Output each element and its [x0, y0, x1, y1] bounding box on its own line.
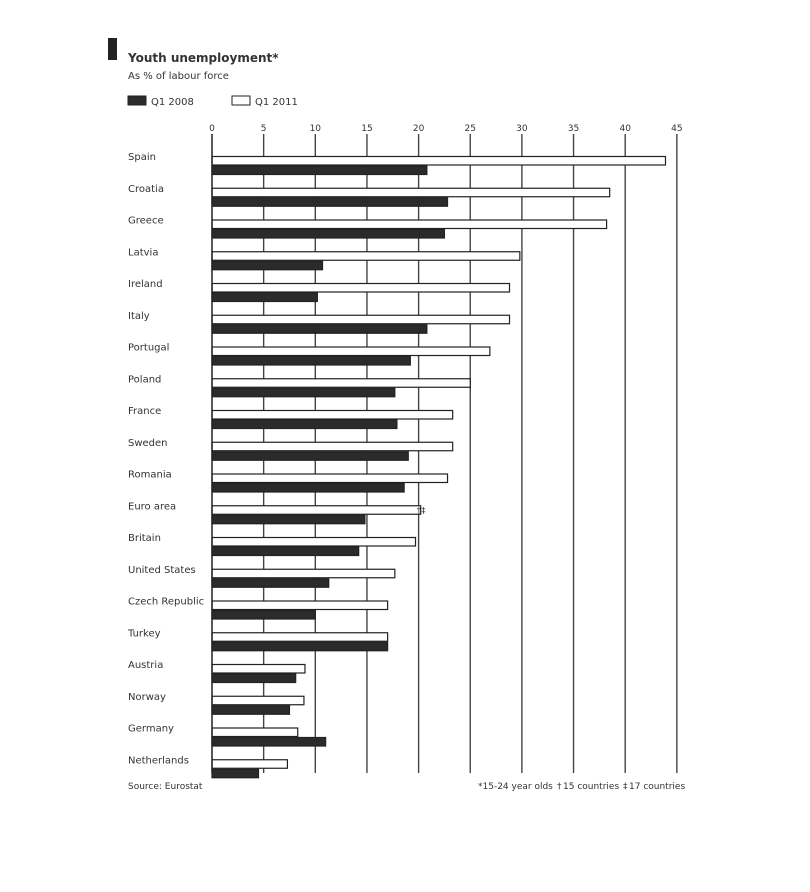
footnote-15-countries: 15 countries: [563, 782, 620, 792]
category-label: United States: [128, 564, 196, 576]
bar-q1-2011: [212, 474, 448, 483]
x-tick-label: 25: [464, 124, 476, 134]
bar-q1-2008: [212, 547, 359, 556]
bar-q1-2011: [212, 760, 287, 769]
bar-q1-2011: [212, 411, 453, 420]
x-tick-label: 30: [516, 124, 528, 134]
bar-q1-2011: [212, 188, 610, 197]
category-label: Turkey: [128, 628, 161, 640]
x-tick-label: 40: [619, 124, 631, 134]
category-label: Spain: [128, 152, 156, 163]
category-label: Czech Republic: [128, 596, 205, 608]
source-note: Source: Eurostat: [128, 782, 203, 792]
bar-q1-2011: [212, 284, 510, 293]
category-label: France: [128, 406, 162, 417]
footnotes: [128, 782, 685, 792]
bar-q1-2008: [212, 674, 296, 683]
bar-q1-2008: [212, 325, 427, 334]
bar-q1-2011: [212, 347, 490, 356]
bar-q1-2008: [212, 642, 388, 651]
category-label: Romania: [128, 469, 172, 481]
bar-q1-2011: [212, 633, 388, 642]
bar-q1-2011: [212, 220, 607, 229]
bar-q1-2008: [212, 420, 397, 429]
bar-q1-2008: [212, 198, 448, 207]
bar-q1-2008: [212, 769, 258, 778]
bar-q1-2008: [212, 261, 323, 270]
category-label: Netherlands: [128, 755, 189, 767]
title-accent-bar: [108, 38, 117, 60]
footnote-mark-15: †: [557, 782, 562, 792]
category-label: Ireland: [128, 279, 163, 290]
bar-q1-2008: [212, 166, 427, 175]
category-label: Norway: [128, 691, 166, 703]
legend-swatch-q1-2011: [232, 96, 250, 105]
footnote-17-countries: 17 countries: [629, 782, 686, 792]
x-tick-label: 5: [260, 124, 267, 134]
legend: [128, 96, 298, 108]
bar-q1-2008: [212, 579, 329, 588]
bar-q1-2011: [212, 728, 298, 737]
bar-q1-2011: [212, 315, 510, 324]
bar-q1-2011: [212, 506, 421, 515]
bar-q1-2011: [212, 157, 665, 166]
x-tick-labels: [209, 124, 682, 134]
x-tick-label: 35: [567, 124, 580, 134]
x-tick-label: 45: [671, 124, 683, 134]
category-label: Croatia: [128, 183, 164, 195]
category-label: Italy: [128, 310, 150, 322]
category-label: Poland: [128, 374, 162, 386]
category-label: Sweden: [128, 437, 168, 449]
footnote-mark-17: ‡: [623, 782, 628, 792]
x-tick-label: 0: [209, 124, 215, 134]
bar-q1-2011: [212, 665, 305, 674]
category-marks: [417, 506, 427, 516]
footnote-age: *15-24 year olds: [478, 782, 553, 792]
x-tick-label: 20: [412, 124, 425, 134]
bar-q1-2011: [212, 252, 520, 261]
bars: [212, 157, 665, 778]
bar-q1-2008: [212, 611, 315, 620]
x-tick-label: 10: [309, 124, 322, 134]
bar-q1-2011: [212, 601, 388, 610]
bar-q1-2008: [212, 738, 326, 747]
x-tick-label: 15: [361, 124, 373, 134]
bar-q1-2008: [212, 452, 408, 461]
legend-label-q1-2008: Q1 2008: [151, 97, 194, 108]
category-label: Britain: [128, 533, 161, 544]
category-label: Germany: [128, 723, 174, 735]
category-label: Greece: [128, 215, 164, 227]
chart-title: Youth unemployment*: [128, 51, 279, 65]
category-label: Austria: [128, 660, 164, 671]
bar-q1-2008: [212, 515, 365, 524]
bar-q1-2008: [212, 388, 395, 397]
chart-subtitle: As % of labour force: [128, 71, 229, 82]
legend-label-q1-2011: Q1 2011: [255, 97, 298, 108]
bar-q1-2008: [212, 293, 317, 302]
category-label: Latvia: [128, 247, 159, 259]
category-mark: †‡: [416, 506, 426, 517]
category-label: Portugal: [128, 342, 170, 354]
bar-q1-2011: [212, 569, 395, 578]
category-label: Euro area: [128, 501, 177, 513]
bar-q1-2011: [212, 696, 304, 705]
category-labels: [127, 152, 204, 766]
bar-q1-2008: [212, 706, 289, 715]
bar-q1-2008: [212, 484, 404, 493]
bar-q1-2008: [212, 357, 410, 366]
bar-q1-2011: [212, 442, 453, 451]
legend-swatch-q1-2008: [128, 96, 146, 105]
bar-q1-2011: [212, 379, 470, 388]
bar-q1-2008: [212, 230, 444, 239]
bar-q1-2011: [212, 538, 416, 547]
